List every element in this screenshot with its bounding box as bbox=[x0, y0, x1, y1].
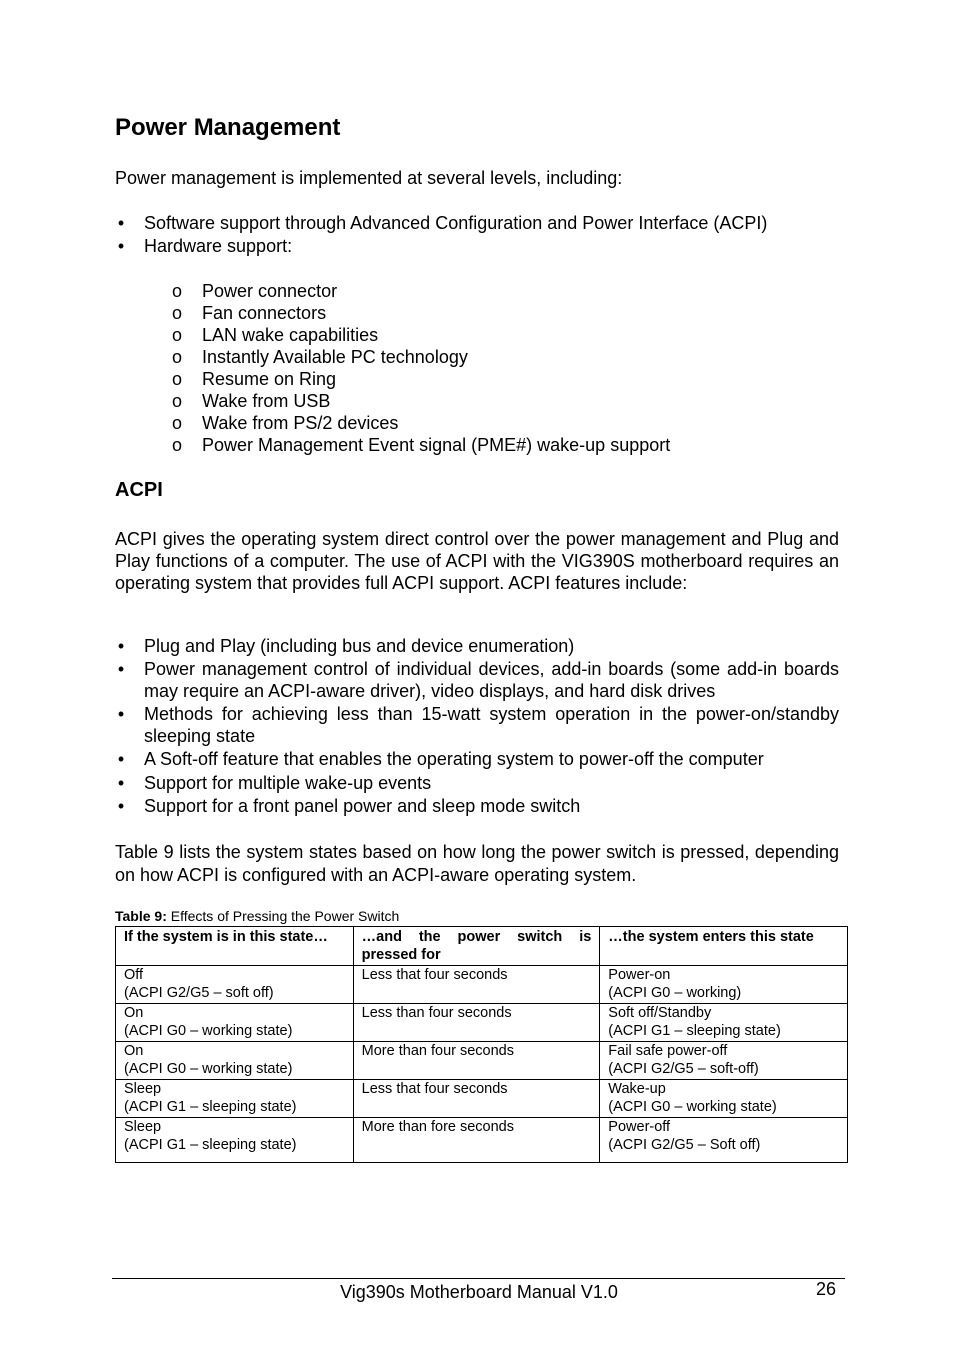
bullet-icon: • bbox=[117, 704, 125, 724]
list-item: • A Soft-off feature that enables the operating system to power-off the computer bbox=[115, 748, 839, 770]
list-item: o Wake from PS/2 devices bbox=[172, 413, 399, 433]
cell-result: Power-on (ACPI G0 – working) bbox=[600, 966, 848, 1004]
circle-bullet-icon: o bbox=[172, 281, 183, 301]
cell-state: Sleep (ACPI G1 – sleeping state) bbox=[116, 1118, 354, 1163]
circle-bullet-icon: o bbox=[172, 369, 183, 389]
table-row bbox=[116, 1080, 848, 1118]
cell-press: Less that four seconds bbox=[353, 1080, 600, 1118]
page-title: Power Management bbox=[115, 114, 341, 141]
section-heading-acpi: ACPI bbox=[115, 479, 163, 501]
table-row bbox=[116, 1042, 848, 1080]
header-current-state: If the system is in this state… bbox=[116, 927, 354, 966]
cell-press: Less that four seconds bbox=[353, 966, 600, 1004]
intro-paragraph: Power management is implemented at several levels, including: bbox=[115, 168, 623, 188]
list-item: o Instantly Available PC technology bbox=[172, 347, 468, 367]
list-item: o LAN wake capabilities bbox=[172, 325, 379, 345]
circle-bullet-icon: o bbox=[172, 413, 183, 433]
bullet-icon: • bbox=[117, 796, 125, 816]
list-item: • Support for multiple wake-up events bbox=[115, 772, 839, 794]
circle-bullet-icon: o bbox=[172, 325, 183, 345]
circle-bullet-icon: o bbox=[172, 303, 183, 323]
list-item: o Power connector bbox=[172, 281, 338, 301]
cell-state: On (ACPI G0 – working state) bbox=[116, 1042, 354, 1080]
circle-bullet-icon: o bbox=[172, 391, 183, 411]
hardware-support-list bbox=[172, 280, 670, 456]
cell-state: Sleep (ACPI G1 – sleeping state) bbox=[116, 1080, 354, 1118]
header-resulting-state: …the system enters this state bbox=[600, 927, 848, 966]
cell-press: More than fore seconds bbox=[353, 1118, 600, 1163]
table-row bbox=[116, 966, 848, 1004]
list-item: • Power management control of individual devices, add-in boards (some add-in boards may require an ACPI-aware driver), video displays, and hard disk drives bbox=[115, 658, 839, 702]
cell-state: On (ACPI G0 – working state) bbox=[116, 1004, 354, 1042]
acpi-paragraph: ACPI gives the operating system direct control over the power management and Plug and Play functions of a computer. The use of ACPI with the VIG390S motherboard requires an operating system that provides full ACPI support. ACPI features include: bbox=[115, 529, 839, 593]
cell-result: Fail safe power-off (ACPI G2/G5 – soft-off) bbox=[600, 1042, 848, 1080]
table-header-row bbox=[116, 927, 848, 966]
list-item: o Wake from USB bbox=[172, 391, 331, 411]
table-row bbox=[116, 1004, 848, 1042]
table-intro-paragraph: Table 9 lists the system states based on how long the power switch is pressed, depending on how ACPI is configured with an ACPI-aware operating system. bbox=[115, 842, 839, 885]
footer-divider bbox=[112, 1278, 845, 1279]
cell-result: Soft off/Standby (ACPI G1 – sleeping state) bbox=[600, 1004, 848, 1042]
footer-title: Vig390s Motherboard Manual V1.0 bbox=[340, 1282, 618, 1302]
table-caption bbox=[115, 907, 399, 925]
circle-bullet-icon: o bbox=[172, 435, 183, 455]
cell-press: More than four seconds bbox=[353, 1042, 600, 1080]
circle-bullet-icon: o bbox=[172, 347, 183, 367]
cell-result: Wake-up (ACPI G0 – working state) bbox=[600, 1080, 848, 1118]
header-press-duration: …and the power switch is pressed for bbox=[353, 927, 600, 966]
list-item: • Methods for achieving less than 15-watt system operation in the power-on/standby sleeping state bbox=[115, 703, 839, 747]
table-row bbox=[116, 1118, 848, 1163]
list-item: o Fan connectors bbox=[172, 303, 327, 323]
table-caption-text: Effects of Pressing the Power Switch bbox=[170, 908, 400, 924]
bullet-icon: • bbox=[117, 749, 125, 769]
bullet-icon: • bbox=[117, 773, 125, 793]
list-item: • Support for a front panel power and sleep mode switch bbox=[115, 795, 839, 817]
table-caption-label: Table 9: bbox=[115, 908, 167, 924]
acpi-features-list bbox=[115, 635, 839, 817]
cell-result: Power-off (ACPI G2/G5 – Soft off) bbox=[600, 1118, 848, 1163]
list-item: • Hardware support: bbox=[115, 235, 839, 257]
cell-press: Less than four seconds bbox=[353, 1004, 600, 1042]
power-switch-table bbox=[115, 926, 848, 1163]
bullet-icon: • bbox=[117, 236, 125, 256]
list-item: o Power Management Event signal (PME#) wake-up support bbox=[172, 435, 671, 455]
list-item: • Plug and Play (including bus and device enumeration) bbox=[115, 635, 839, 657]
cell-state: Off (ACPI G2/G5 – soft off) bbox=[116, 966, 354, 1004]
list-item: o Resume on Ring bbox=[172, 369, 337, 389]
list-item: • Software support through Advanced Configuration and Power Interface (ACPI) bbox=[115, 212, 839, 234]
levels-list bbox=[115, 212, 839, 257]
bullet-icon: • bbox=[117, 636, 125, 656]
page-number: 26 bbox=[816, 1279, 837, 1299]
bullet-icon: • bbox=[117, 659, 125, 679]
bullet-icon: • bbox=[117, 213, 125, 233]
